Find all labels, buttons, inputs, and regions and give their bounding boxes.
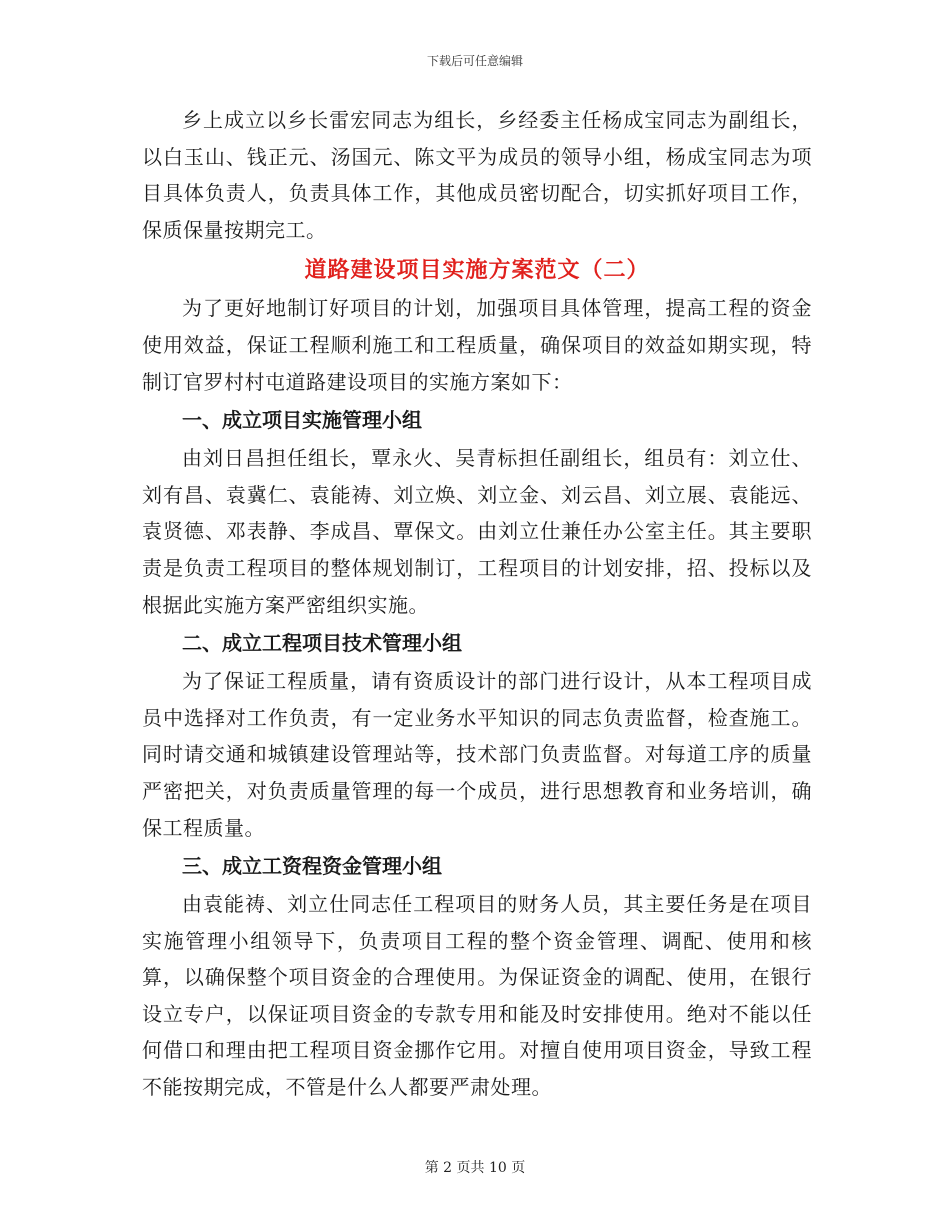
paragraph-2: 由刘日昌担任组长，覃永火、吴青标担任副组长，组员有：刘立仕、刘有昌、袁冀仁、袁能祷、刘立焕、刘立金、刘云昌、刘立展、袁能远、袁贤德、邓表静、李成昌、覃保文。由刘立仕兼任办公室主任。其主要职责是负责工程项目的整体规划制订，工程项目的计划安排，招、投标以及根据此实施方案严密组织实施。 bbox=[142, 446, 812, 617]
section-heading-1: 一、成立项目实施管理小组 bbox=[182, 408, 422, 433]
section-heading-2: 二、成立工程项目技术管理小组 bbox=[182, 631, 462, 656]
page-footer: 第 2 页共 10 页 bbox=[424, 1160, 526, 1176]
section-heading-3: 三、成立工资程资金管理小组 bbox=[182, 854, 442, 879]
paragraph-3: 为了保证工程质量，请有资质设计的部门进行设计，从本工程项目成员中选择对工作负责，有一定业务水平知识的同志负责监督，检查施工。同时请交通和城镇建设管理站等，技术部门负责监督。对每道工序的质量严密把关，对负责质量管理的每一个成员，进行思想教育和业务培训，确保工程质量。 bbox=[142, 669, 812, 840]
document-title: 道路建设项目实施方案范文（二） bbox=[304, 257, 650, 284]
document-body bbox=[142, 102, 812, 1106]
paragraph-1: 为了更好地制订好项目的计划，加强项目具体管理，提高工程的资金使用效益，保证工程顺利施工和工程质量，确保项目的效益如期实现，特制订官罗村村屯道路建设项目的实施方案如下： bbox=[142, 296, 812, 394]
page-header: 下载后可任意编辑 bbox=[426, 54, 523, 68]
intro-paragraph: 乡上成立以乡长雷宏同志为组长，乡经委主任杨成宝同志为副组长，以白玉山、钱正元、汤国元、陈文平为成员的领导小组，杨成宝同志为项目具体负责人，负责具体工作，其他成员密切配合，切实抓好项目工作，保质保量按期完工。 bbox=[142, 108, 812, 242]
paragraph-4: 由袁能祷、刘立仕同志任工程项目的财务人员，其主要任务是在项目实施管理小组领导下，负责项目工程的整个资金管理、调配、使用和核算，以确保整个项目资金的合理使用。为保证资金的调配、使用，在银行设立专户，以保证项目资金的专款专用和能及时安排使用。绝对不能以任何借口和理由把工程项目资金挪作它用。对擅自使用项目资金，导致工程不能按期完成，不管是什么人都要严肃处理。 bbox=[142, 892, 812, 1100]
